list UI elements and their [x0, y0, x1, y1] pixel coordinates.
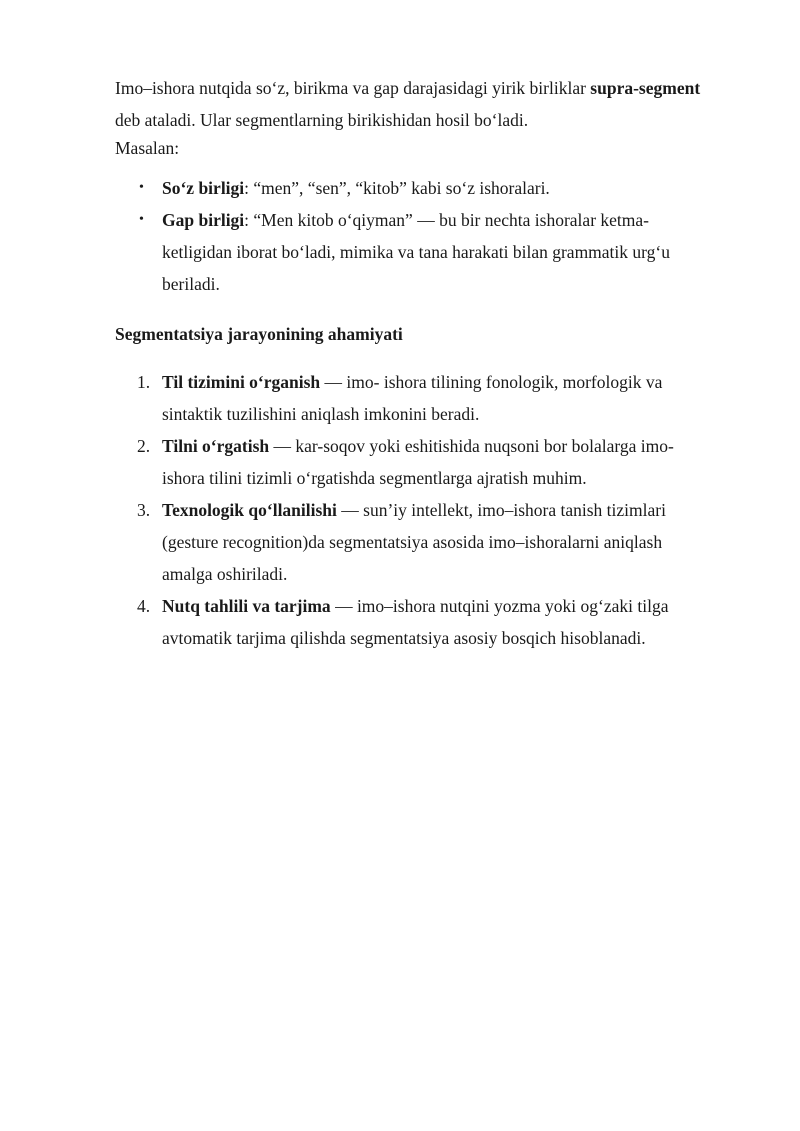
bullet-item — [115, 172, 715, 204]
numbered-item — [115, 430, 715, 494]
item-number: 3. — [137, 500, 151, 520]
bullet-marker: • — [139, 180, 144, 195]
bullet-marker: • — [139, 212, 144, 227]
item-number: 1. — [137, 372, 151, 392]
item-text: — imo- ishora tilining fonologik, morfologik va sintaktik tuzilishini aniqlash imkonini beradi. — [162, 372, 663, 424]
bullet-text: : “Men kitob o‘qiyman” — bu bir nechta ishoralar ketma-ketligidan iborat bo‘ladi, mimika va tana harakati bilan grammatik urg‘u beriladi. — [162, 210, 670, 294]
bullet-list — [115, 172, 715, 300]
intro-text-after: deb ataladi. Ular segmentlarning birikishidan hosil bo‘ladi. — [115, 110, 529, 130]
bullet-term: Gap birligi — [162, 210, 245, 230]
numbered-item — [115, 366, 715, 430]
item-term: Texnologik qo‘llanilishi — [162, 500, 337, 520]
item-text: — sun’iy intellekt, imo–ishora tanish tizimlari (gesture recognition)da segmentatsiya asosida imo–ishoralarni aniqlash amalga oshiriladi. — [162, 500, 666, 584]
document-page — [115, 72, 715, 654]
item-term: Tilni o‘rgatish — [162, 436, 270, 456]
bullet-term: So‘z birligi — [162, 178, 245, 198]
item-text: — imo–ishora nutqini yozma yoki og‘zaki tilga avtomatik tarjima qilishda segmentatsiya asosiy bosqich hisoblanadi. — [162, 596, 669, 648]
item-term: Nutq tahlili va tarjima — [162, 596, 331, 616]
numbered-item — [115, 590, 715, 654]
bullet-item — [115, 204, 715, 300]
bullet-text: : “men”, “sen”, “kitob” kabi so‘z ishoralari. — [244, 178, 550, 198]
intro-text-before: Imo–ishora nutqida so‘z, birikma va gap darajasidagi yirik birliklar — [115, 78, 591, 98]
masalan-label: Masalan: — [115, 138, 180, 158]
item-number: 4. — [137, 596, 151, 616]
intro-paragraph — [115, 72, 715, 136]
numbered-list — [115, 366, 715, 654]
item-text: — kar-soqov yoki eshitishida nuqsoni bor bolalarga imo-ishora tilini tizimli o‘rgatishda segmentlarga ajratish muhim. — [162, 436, 674, 488]
section-heading: Segmentatsiya jarayonining ahamiyati — [115, 324, 403, 344]
numbered-item — [115, 494, 715, 590]
item-term: Til tizimini o‘rganish — [162, 372, 321, 392]
intro-bold-term: supra-segment — [590, 78, 701, 98]
item-number: 2. — [137, 436, 151, 456]
